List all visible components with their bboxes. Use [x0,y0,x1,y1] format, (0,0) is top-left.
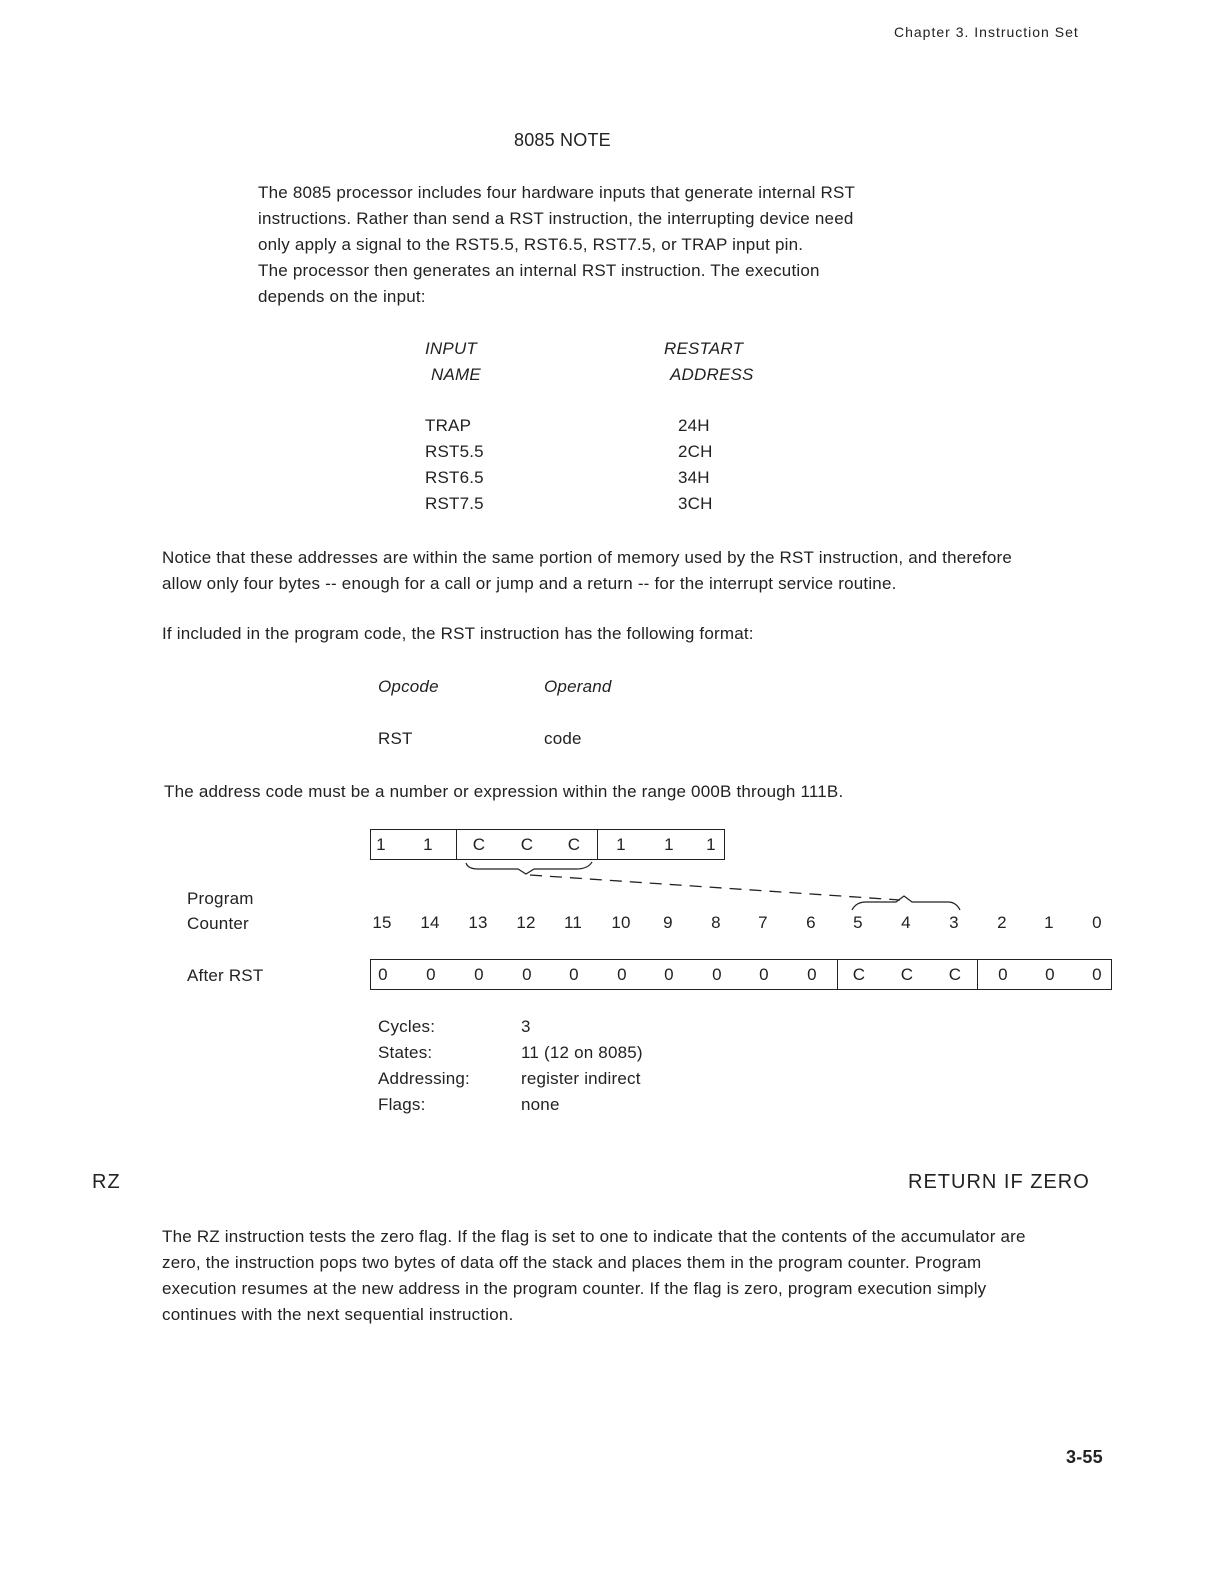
after-rst-bit: 0 [1045,964,1055,984]
pc-label-line2: Counter [187,914,249,933]
pc-bit-number: 4 [901,913,911,932]
operand-value: code [544,729,582,748]
stat-value: 11 (12 on 8085) [521,1043,643,1062]
after-rst-bit: 0 [1092,964,1102,984]
instruction-bit: 1 [616,834,626,854]
after-rst-bit-box [370,959,1112,990]
rz-paragraph [162,1224,1026,1328]
notice-line: allow only four bytes -- enough for a call or jump and a return -- for the interrupt service routine. [162,574,897,593]
pc-bit-number: 6 [806,913,816,932]
pc-bit-number: 15 [372,913,392,932]
bit-group-divider [837,960,838,989]
pc-bit-number: 11 [563,913,583,932]
stat-value: none [521,1095,560,1114]
pc-bit-number: 7 [758,913,768,932]
stat-label: States: [378,1043,433,1062]
pc-bit-number: 0 [1092,913,1102,932]
after-rst-bit: 0 [712,964,722,984]
opcode-value: RST [378,729,413,748]
instruction-bit: C [567,834,581,854]
pc-bit-number: 1 [1044,913,1054,932]
notice-line: Notice that these addresses are within the same portion of memory used by the RST instruction, and therefore [162,548,1012,567]
rz-mnemonic: RZ [92,1171,121,1193]
note-line: only apply a signal to the RST5.5, RST6.5, RST7.5, or TRAP input pin. [258,235,804,254]
instruction-bit: 1 [423,834,433,854]
rz-line: continues with the next sequential instruction. [162,1305,514,1324]
pc-bit-number: 5 [853,913,863,932]
operand-label: Operand [544,677,612,696]
after-rst-bit: C [948,964,962,984]
page-number: 3-55 [1066,1447,1103,1467]
after-rst-label: After RST [187,966,264,985]
instruction-bit: 1 [376,834,386,854]
table-cell-address: 2CH [678,442,713,461]
pc-bit-number: 8 [711,913,721,932]
table-cell-input: RST7.5 [425,494,484,513]
note-title: 8085 NOTE [514,130,611,150]
pc-bit-number: 14 [420,913,440,932]
rz-line: zero, the instruction pops two bytes of data off the stack and places them in the program counter. Program [162,1253,982,1272]
after-rst-bit: 0 [378,964,388,984]
note-line: The processor then generates an internal RST instruction. The execution [258,261,820,280]
opcode-label: Opcode [378,677,439,696]
stat-label: Addressing: [378,1069,470,1088]
after-rst-bit: 0 [522,964,532,984]
pc-bit-number: 2 [997,913,1007,932]
format-intro: If included in the program code, the RST instruction has the following format: [162,624,754,643]
pc-bit-number: 10 [611,913,631,932]
rz-line: The RZ instruction tests the zero flag. If the flag is set to one to indicate that the contents of the accumulator are [162,1227,1026,1246]
note-line: The 8085 processor includes four hardware inputs that generate internal RST [258,183,856,202]
stat-label: Cycles: [378,1017,436,1036]
chapter-header: Chapter 3. Instruction Set [894,24,1079,40]
after-rst-bit: 0 [664,964,674,984]
pc-bit-number: 12 [516,913,536,932]
pc-bit-number: 3 [949,913,959,932]
stat-label: Flags: [378,1095,426,1114]
instruction-bit: C [472,834,486,854]
rz-line: execution resumes at the new address in the program counter. If the flag is zero, program execution simply [162,1279,987,1298]
after-rst-bit: 0 [759,964,769,984]
rz-title: RETURN IF ZERO [908,1171,1090,1193]
stat-value: 3 [521,1017,531,1036]
table-cell-address: 3CH [678,494,713,513]
note-line: instructions. Rather than send a RST instruction, the interrupting device need [258,209,854,228]
col-header-input: INPUT [425,339,477,358]
range-text: The address code must be a number or expression within the range 000B through 111B. [164,782,844,801]
table-cell-address: 24H [678,416,710,435]
col-header-name: NAME [431,365,481,384]
after-rst-bit: 0 [998,964,1008,984]
after-rst-bit: C [900,964,914,984]
after-rst-bit: 0 [426,964,436,984]
stat-value: register indirect [521,1069,641,1088]
col-header-restart: RESTART [664,339,744,358]
after-rst-bit: 0 [807,964,817,984]
bit-group-divider [977,960,978,989]
after-rst-bit: 0 [474,964,484,984]
col-header-address: ADDRESS [670,365,754,384]
table-cell-input: TRAP [425,416,472,435]
table-cell-input: RST5.5 [425,442,484,461]
table-cell-address: 34H [678,468,710,487]
instruction-bit: 1 [664,834,674,854]
pc-bit-number: 13 [468,913,488,932]
after-rst-bit: 0 [569,964,579,984]
pc-bit-number: 9 [663,913,673,932]
table-cell-input: RST6.5 [425,468,484,487]
instruction-bit: C [520,834,534,854]
after-rst-bit: C [852,964,866,984]
after-rst-bit: 0 [617,964,627,984]
pc-label-line1: Program [187,889,254,908]
instruction-bit: 1 [706,834,716,854]
note-line: depends on the input: [258,287,426,306]
